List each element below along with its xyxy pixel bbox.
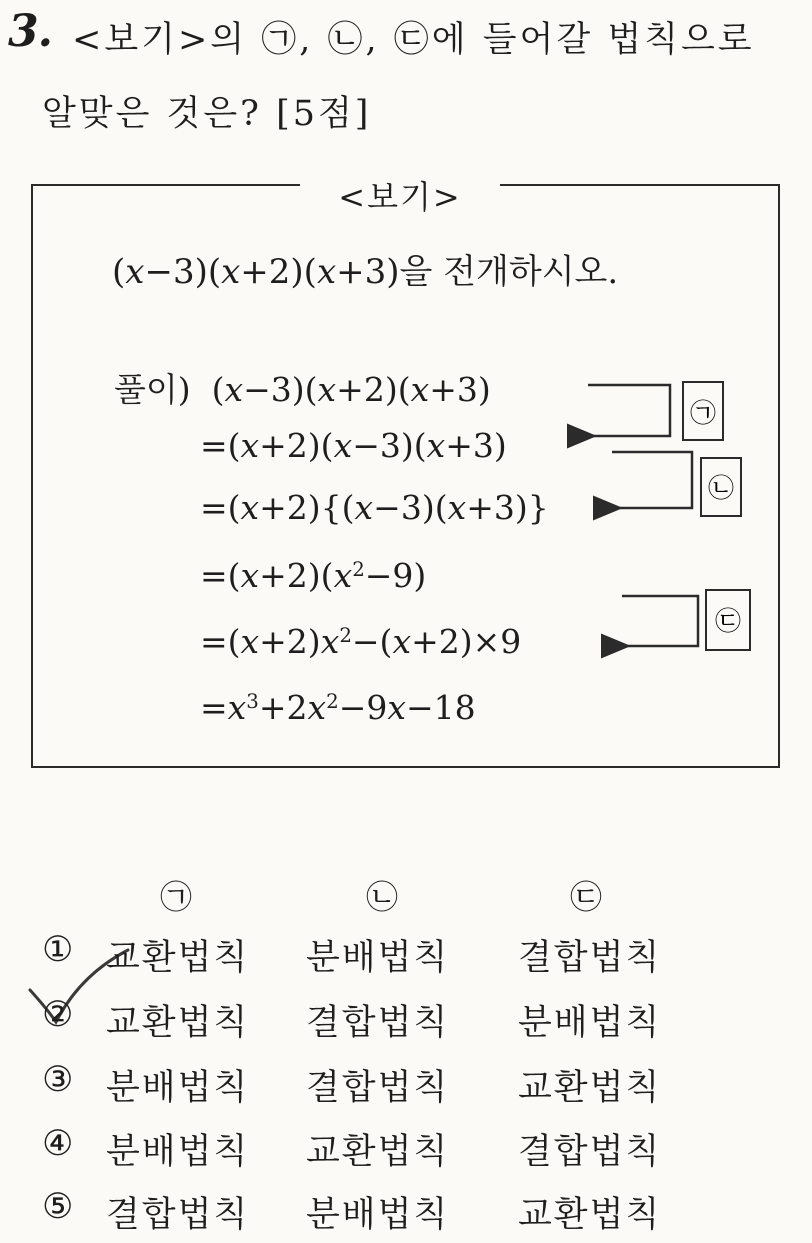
question-marker-c: ㉢에: [393, 20, 469, 60]
example-problem: (x−3)(x+2)(x+3)을 전개하시오.: [112, 252, 619, 292]
option-cell-a: 결합법칙: [106, 1195, 250, 1235]
option-header-c: ㉢: [570, 878, 603, 916]
option-5[interactable]: [42, 1187, 662, 1235]
option-cell-c: 결합법칙: [518, 938, 662, 978]
solution-step-0: (x−3)(x+2)(x+3): [201, 370, 491, 409]
option-cell-a: 교환법칙: [106, 938, 250, 978]
question-word: <보기>의: [72, 20, 248, 60]
option-number: ②: [42, 995, 76, 1035]
question-word: 들어갈: [482, 20, 594, 60]
option-cell-b: 결합법칙: [306, 1068, 450, 1108]
solution-step-3: $=(x+2)(x^2-9)$: [200, 556, 427, 595]
option-cell-b: 분배법칙: [306, 1195, 450, 1235]
solution-step-4: $=(x+2)x^2-(x+2)\times 9$: [200, 622, 522, 661]
solution-step-5: $=x^3+2x^2-9x-18$: [200, 688, 476, 727]
marker-c-label: ㉢: [714, 607, 742, 637]
option-1[interactable]: [42, 930, 662, 978]
problem-instruction: 을 전개하시오.: [399, 252, 619, 292]
solution-step-1: =(x+2)(x−3)(x+3): [200, 426, 507, 465]
solution-label-text: 풀이): [114, 370, 191, 409]
option-cell-b: 결합법칙: [306, 1003, 450, 1043]
question-word: 법칙으로: [607, 20, 755, 60]
marker-a-label: ㉠: [689, 399, 717, 429]
option-number: ③: [42, 1060, 76, 1100]
question-marker-a: ㉠,: [261, 20, 314, 60]
example-box-title: <보기>: [300, 172, 500, 218]
question-text-line2: 알맞은 것은? [5점]: [42, 94, 372, 134]
arrow-bracket-b: [612, 452, 692, 508]
option-cell-b: 분배법칙: [306, 938, 450, 978]
option-4[interactable]: [42, 1124, 662, 1172]
option-cell-a: 분배법칙: [106, 1068, 250, 1108]
option-cell-c: 교환법칙: [518, 1195, 662, 1235]
option-cell-a: 분배법칙: [106, 1132, 250, 1172]
option-number: ④: [42, 1124, 76, 1164]
question-marker-b: ㉡,: [327, 20, 380, 60]
option-number: ⑤: [42, 1187, 76, 1227]
arrow-bracket-c: [622, 596, 698, 646]
option-cell-b: 교환법칙: [306, 1132, 450, 1172]
option-cell-a: 교환법칙: [106, 1003, 250, 1043]
option-cell-c: 교환법칙: [518, 1068, 662, 1108]
option-number: ①: [42, 930, 76, 970]
option-3[interactable]: [42, 1060, 662, 1108]
solution-step-2: =(x+2){(x−3)(x+3)}: [200, 488, 549, 527]
option-cell-c: 결합법칙: [518, 1132, 662, 1172]
question-number: 3.: [8, 6, 52, 57]
marker-b-label: ㉡: [707, 474, 735, 504]
arrow-bracket-a: [588, 385, 670, 436]
option-cell-c: 분배법칙: [518, 1003, 662, 1043]
option-2[interactable]: [42, 995, 662, 1043]
option-header-b: ㉡: [366, 878, 399, 916]
option-header-a: ㉠: [160, 878, 193, 916]
